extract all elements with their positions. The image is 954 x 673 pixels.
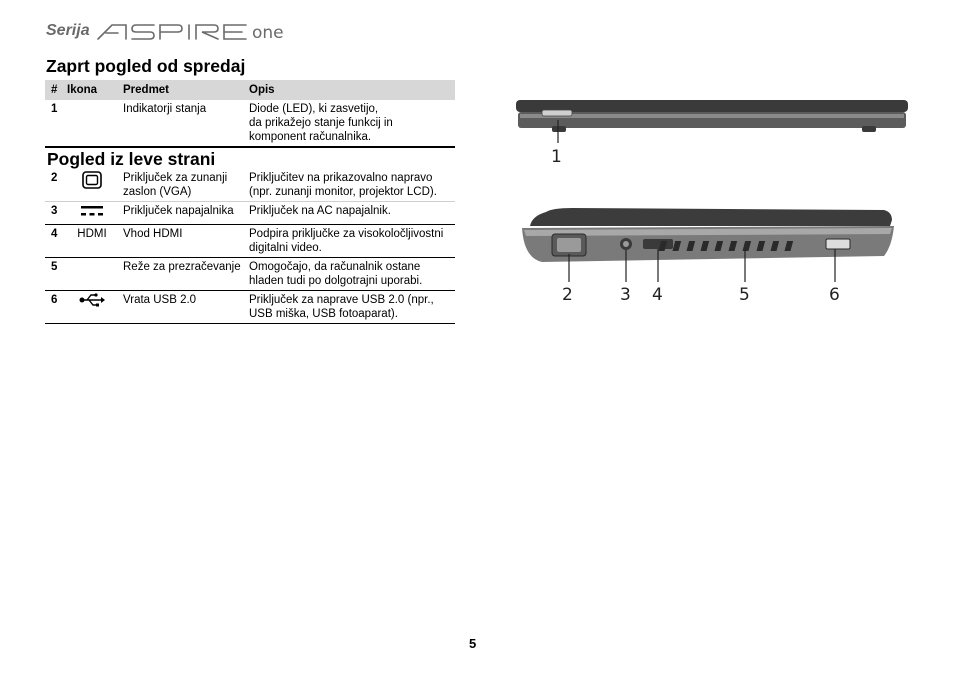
row-number: 3 bbox=[45, 202, 67, 225]
table-row bbox=[45, 291, 455, 324]
row-icon bbox=[67, 202, 119, 225]
svg-text:one: one bbox=[251, 23, 284, 42]
row-icon bbox=[67, 225, 119, 258]
row-icon bbox=[67, 169, 119, 202]
row-description: Priključek za naprave USB 2.0 (npr., USB miška, USB fotoaparat). bbox=[247, 291, 455, 324]
table-row bbox=[45, 169, 455, 202]
dc-power-icon bbox=[81, 204, 103, 218]
row-number: 6 bbox=[45, 291, 67, 324]
row-item: Vrata USB 2.0 bbox=[119, 291, 247, 324]
callout-1: 1 bbox=[551, 147, 562, 167]
row-description: Omogočajo, da računalnik ostane hladen tudi po dolgotrajni uporabi. bbox=[247, 258, 455, 291]
row-item: Reže za prezračevanje bbox=[119, 258, 247, 291]
table-row bbox=[45, 225, 455, 258]
left-column bbox=[45, 56, 455, 324]
laptop-front-view bbox=[516, 100, 908, 143]
left-section-title: Pogled iz leve strani bbox=[45, 147, 455, 169]
laptop-left-view bbox=[522, 208, 894, 282]
table-header-row bbox=[45, 80, 455, 100]
table-row bbox=[45, 202, 455, 225]
front-table bbox=[45, 80, 455, 147]
front-section-title: Zaprt pogled od spredaj bbox=[46, 56, 246, 76]
callout-3: 3 bbox=[620, 285, 631, 305]
row-item: Priključek napajalnika bbox=[119, 202, 247, 225]
left-table bbox=[45, 169, 455, 324]
callout-5: 5 bbox=[739, 285, 750, 305]
usb-icon bbox=[79, 293, 105, 307]
hdmi-label: HDMI bbox=[77, 228, 107, 240]
row-item: Vhod HDMI bbox=[119, 225, 247, 258]
callout-2: 2 bbox=[562, 285, 573, 305]
row-item: Indikatorji stanja bbox=[119, 100, 247, 147]
row-item: Priključek za zunanji zaslon (VGA) bbox=[119, 169, 247, 202]
col-item: Predmet bbox=[119, 80, 247, 100]
row-description: Diode (LED), ki zasvetijo, da prikažejo stanje funkcij in komponent računalnika. bbox=[247, 100, 455, 147]
row-icon bbox=[67, 100, 119, 147]
vga-port-icon bbox=[82, 171, 102, 189]
page-number: 5 bbox=[469, 636, 477, 651]
row-description: Podpira priključke za visokoločljivostni digitalni video. bbox=[247, 225, 455, 258]
callout-6: 6 bbox=[829, 285, 840, 305]
row-icon bbox=[67, 291, 119, 324]
col-icon: Ikona bbox=[67, 80, 119, 100]
row-number: 4 bbox=[45, 225, 67, 258]
row-icon bbox=[67, 258, 119, 291]
series-label: Serija bbox=[46, 22, 90, 39]
row-description: Priključitev na prikazovalno napravo (npr. zunanji monitor, projektor LCD). bbox=[247, 169, 455, 202]
aspire-one-logo bbox=[96, 20, 284, 42]
col-description: Opis bbox=[247, 80, 455, 100]
row-number: 5 bbox=[45, 258, 67, 291]
row-number: 1 bbox=[45, 100, 67, 147]
table-row bbox=[45, 258, 455, 291]
laptop-illustrations bbox=[512, 96, 912, 326]
row-description: Priključek na AC napajalnik. bbox=[247, 202, 455, 225]
row-number: 2 bbox=[45, 169, 67, 202]
col-number: # bbox=[45, 80, 67, 100]
callout-4: 4 bbox=[652, 285, 663, 305]
page-header bbox=[46, 18, 284, 44]
table-row bbox=[45, 100, 455, 147]
